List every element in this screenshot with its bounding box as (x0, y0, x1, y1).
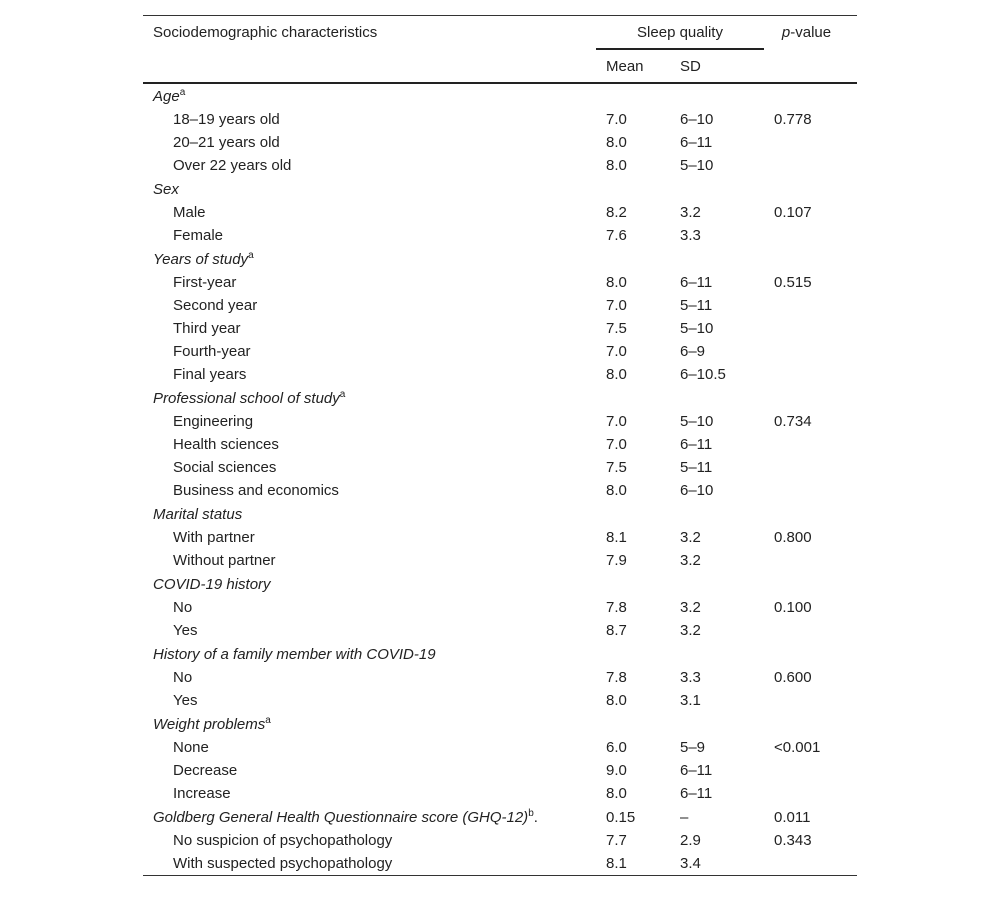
table-row (143, 829, 857, 852)
empty-cell (596, 712, 670, 736)
table-row (143, 852, 857, 876)
footnote-marker: b (528, 807, 534, 819)
mean-cell: 7.0 (606, 343, 627, 360)
empty-cell (670, 712, 764, 736)
row-label: 18–19 years old (173, 111, 280, 128)
empty-cell (764, 642, 857, 666)
header-characteristics: Sociodemographic characteristics (153, 24, 378, 41)
footnote-marker: a (339, 388, 346, 400)
sd-cell: 3.3 (680, 669, 701, 686)
mean-cell: 8.0 (606, 482, 627, 499)
empty-cell (670, 642, 764, 666)
table-row (143, 363, 857, 386)
empty-cell (670, 177, 764, 201)
empty-cell (670, 502, 764, 526)
mean-cell: 7.0 (606, 297, 627, 314)
sd-cell: 3.2 (680, 622, 701, 639)
row-label: Female (173, 227, 224, 244)
empty-cell (764, 572, 857, 596)
section-row (143, 386, 857, 410)
header-sleep-quality (596, 16, 764, 50)
table-row (143, 108, 857, 131)
table-row (143, 154, 857, 177)
row-label: Engineering (173, 413, 254, 430)
mean-cell: 8.2 (606, 204, 627, 221)
section-row (143, 642, 857, 666)
p-value-cell: 0.100 (774, 599, 812, 616)
row-label: With partner (173, 529, 255, 546)
p-value-cell: <0.001 (774, 739, 821, 756)
section-name: Marital status (153, 505, 243, 523)
sd-cell: 3.2 (680, 552, 701, 569)
table-row (143, 549, 857, 572)
table-row (143, 410, 857, 433)
sd-cell: 3.2 (680, 204, 701, 221)
sd-cell: 3.2 (680, 529, 701, 546)
sd-cell: 3.3 (680, 227, 701, 244)
mean-cell: 7.0 (606, 436, 627, 453)
p-value-cell (764, 154, 857, 177)
row-label: Final years (173, 366, 247, 383)
section-name: Age (153, 87, 180, 105)
p-value-cell: 0.778 (774, 111, 812, 128)
mean-cell: 8.0 (606, 157, 627, 174)
table-row (143, 759, 857, 782)
empty-cell (764, 83, 857, 108)
row-label: Increase (173, 785, 231, 802)
p-value-cell (764, 433, 857, 456)
sd-cell: – (680, 808, 689, 826)
table-row (143, 433, 857, 456)
section-suffix: . (533, 808, 538, 826)
section-name: Years of study (153, 250, 249, 268)
sd-cell: 6–10.5 (680, 366, 726, 383)
sd-cell: 6–11 (680, 785, 713, 802)
row-label: Business and economics (173, 482, 339, 499)
row-label: Health sciences (173, 436, 279, 453)
mean-cell: 7.8 (606, 669, 627, 686)
p-value-cell (764, 759, 857, 782)
empty-cell (670, 83, 764, 108)
sd-cell: 5–10 (680, 320, 714, 337)
mean-cell: 7.6 (606, 227, 627, 244)
p-value-cell (764, 131, 857, 154)
row-label: Fourth-year (173, 343, 251, 360)
empty-cell (596, 572, 670, 596)
section-title (143, 83, 596, 108)
mean-cell: 7.0 (606, 413, 627, 430)
p-value-cell (764, 619, 857, 642)
section-name: Sex (153, 180, 179, 198)
sd-cell: 2.9 (680, 832, 701, 849)
section-name: Professional school of study (153, 389, 340, 407)
section-title (143, 502, 596, 526)
empty-cell (596, 247, 670, 271)
mean-cell: 8.0 (606, 692, 627, 709)
sd-cell: 3.1 (680, 692, 701, 709)
mean-cell: 8.0 (606, 785, 627, 802)
p-value-cell (764, 340, 857, 363)
table-body (143, 83, 857, 876)
section-title (143, 386, 596, 410)
p-value-cell (764, 689, 857, 712)
sd-cell: 6–11 (680, 274, 713, 291)
p-value-cell (764, 852, 857, 876)
p-value-cell: 0.800 (774, 529, 812, 546)
p-value-cell (764, 317, 857, 340)
row-label: Male (173, 204, 206, 221)
sd-cell: 6–11 (680, 762, 713, 779)
mean-cell: 8.1 (606, 529, 627, 546)
mean-cell: 6.0 (606, 739, 627, 756)
footnote-marker: a (265, 714, 271, 726)
p-value-cell: 0.734 (774, 413, 812, 430)
empty-cell (764, 502, 857, 526)
empty-cell (596, 502, 670, 526)
row-label: No suspicion of psychopathology (173, 832, 393, 849)
mean-cell: 9.0 (606, 762, 627, 779)
section-row (143, 177, 857, 201)
row-label: 20–21 years old (173, 134, 280, 151)
section-title (143, 572, 596, 596)
sd-cell: 5–11 (680, 297, 713, 314)
p-value-cell (764, 224, 857, 247)
empty-cell (764, 712, 857, 736)
table-row (143, 294, 857, 317)
row-label: Yes (173, 692, 198, 709)
table-header (143, 16, 857, 84)
empty-cell (596, 386, 670, 410)
table-row (143, 666, 857, 689)
table-row (143, 131, 857, 154)
section-row (143, 805, 857, 829)
sd-cell: 6–9 (680, 343, 706, 360)
section-row (143, 247, 857, 271)
table-row (143, 340, 857, 363)
table-row (143, 271, 857, 294)
sd-cell: 5–10 (680, 157, 714, 174)
row-label: Decrease (173, 762, 238, 779)
sleep-quality-table (143, 15, 857, 876)
row-label: Yes (173, 622, 198, 639)
mean-cell: 7.9 (606, 552, 627, 569)
mean-cell: 7.0 (606, 111, 627, 128)
section-name: Goldberg General Health Questionnaire score (GHQ-12) (153, 808, 529, 826)
table-row (143, 317, 857, 340)
row-label: Without partner (173, 552, 276, 569)
mean-cell: 8.7 (606, 622, 627, 639)
p-value-cell: 0.343 (774, 832, 812, 849)
empty-cell (596, 83, 670, 108)
sd-cell: 6–11 (680, 134, 713, 151)
section-row (143, 572, 857, 596)
p-value-cell (764, 549, 857, 572)
header-mean: Mean (596, 49, 670, 83)
table-row (143, 596, 857, 619)
section-title (143, 712, 596, 736)
section-row (143, 83, 857, 108)
mean-cell: 8.0 (606, 134, 627, 151)
empty-cell (596, 642, 670, 666)
table-row (143, 479, 857, 502)
empty-cell (764, 386, 857, 410)
row-label: None (173, 739, 209, 756)
table-row (143, 526, 857, 549)
section-name: History of a family member with COVID-19 (153, 645, 436, 663)
mean-cell: 8.0 (606, 366, 627, 383)
table-row (143, 689, 857, 712)
p-value-cell: 0.515 (774, 274, 812, 291)
p-value-cell (764, 456, 857, 479)
mean-cell: 0.15 (606, 808, 636, 826)
section-name: Weight problems (153, 715, 266, 733)
p-italic: p (781, 24, 791, 41)
table-row (143, 224, 857, 247)
sd-cell: 5–11 (680, 459, 713, 476)
row-label: First-year (173, 274, 237, 291)
p-value-cell (764, 479, 857, 502)
p-value-cell (764, 782, 857, 805)
p-value-cell (764, 363, 857, 386)
p-value-cell (764, 294, 857, 317)
row-label: Second year (173, 297, 258, 314)
empty-cell (670, 572, 764, 596)
mean-cell: 7.5 (606, 459, 627, 476)
section-row (143, 502, 857, 526)
sd-cell: 6–11 (680, 436, 713, 453)
section-row (143, 712, 857, 736)
mean-cell: 7.5 (606, 320, 627, 337)
p-value-cell: 0.011 (774, 808, 811, 826)
mean-cell: 8.0 (606, 274, 627, 291)
p-value-cell: 0.107 (774, 204, 812, 221)
mean-cell: 7.7 (606, 832, 627, 849)
p-value-cell: 0.600 (774, 669, 812, 686)
section-title (143, 177, 596, 201)
section-name: COVID-19 history (153, 575, 271, 593)
row-label: Over 22 years old (173, 157, 292, 174)
header-p-value (764, 16, 857, 84)
table-row (143, 456, 857, 479)
footnote-marker: a (248, 249, 254, 261)
mean-cell: 8.1 (606, 855, 627, 872)
section-title (143, 805, 596, 829)
sd-cell: 5–10 (680, 413, 714, 430)
empty-cell (670, 386, 764, 410)
row-label: Social sciences (173, 459, 277, 476)
empty-cell (764, 177, 857, 201)
sleep-quality-label: Sleep quality (637, 23, 723, 41)
sd-cell: 6–10 (680, 482, 714, 499)
row-label: Third year (173, 320, 241, 337)
section-title (143, 247, 596, 271)
sd-cell: 3.2 (680, 599, 701, 616)
sd-cell: 3.4 (680, 855, 701, 872)
sd-cell: 6–10 (680, 111, 714, 128)
section-title (143, 642, 596, 666)
footnote-marker: a (179, 86, 186, 98)
empty-cell (670, 247, 764, 271)
row-label: With suspected psychopathology (173, 855, 393, 872)
empty-cell (596, 177, 670, 201)
table-row (143, 619, 857, 642)
sd-cell: 5–9 (680, 739, 706, 756)
p-rest: -value (790, 24, 832, 41)
row-label: No (173, 599, 193, 616)
table-row (143, 736, 857, 759)
header-sd: SD (670, 49, 764, 83)
table-row (143, 782, 857, 805)
table-row (143, 201, 857, 224)
mean-cell: 7.8 (606, 599, 627, 616)
empty-cell (764, 247, 857, 271)
row-label: No (173, 669, 193, 686)
